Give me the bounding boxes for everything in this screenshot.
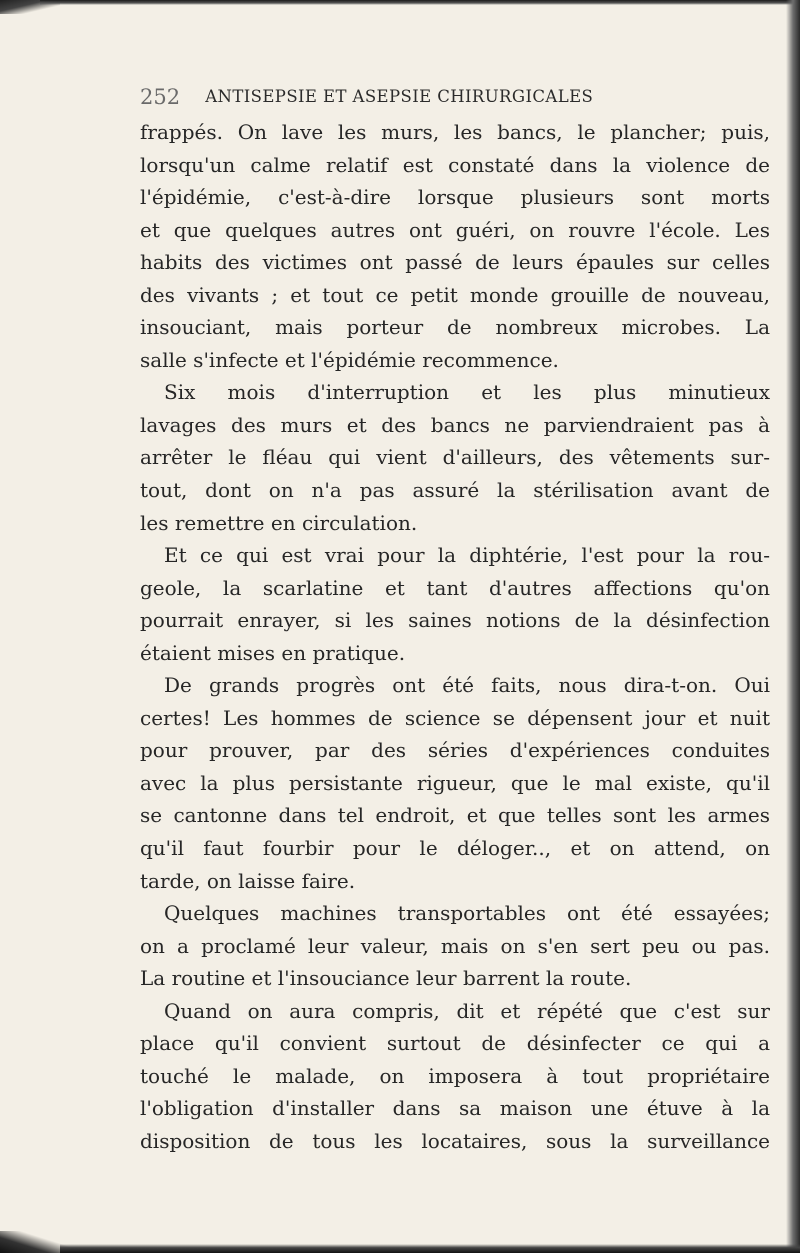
text-line: se cantonne dans tel endroit, et que telles sont les armes [140,803,770,828]
text-line: habits des victimes ont passé de leurs épaules sur celles [140,250,770,275]
text-line: avec la plus persistante rigueur, que le mal existe, qu'il [140,770,770,795]
text-line: qu'il faut fourbir pour le déloger.., et on attend, on [140,836,770,861]
text-line: insouciant, mais porteur de nombreux microbes. La [140,315,770,340]
running-header-title: ANTISEPSIE ET ASEPSIE CHIRURGICALES [205,87,594,106]
scan-edge-shadow [60,1244,800,1253]
text-line: Six mois d'interruption et les plus minutieux [164,380,770,405]
text-line: lavages des murs et des bancs ne parviendraient pas à [140,412,770,437]
text-line: salle s'infecte et l'épidémie recommence. [140,347,559,372]
text-line: étaient mises en pratique. [140,640,406,665]
text-line: geole, la scarlatine et tant d'autres affections qu'on [140,575,770,600]
text-line: certes! Les hommes de science se dépensent jour et nuit [140,705,770,730]
text-line: des vivants ; et tout ce petit monde grouille de nouveau, [140,282,770,307]
text-line: et que quelques autres ont guéri, on rouvre l'école. Les [140,217,770,242]
text-line: lorsqu'un calme relatif est constaté dans la violence de [140,152,770,177]
text-line: touché le malade, on imposera à tout propriétaire [140,1063,770,1088]
text-line: on a proclamé leur valeur, mais on s'en sert peu ou pas. [140,933,770,958]
text-line: disposition de tous les locataires, sous la surveillance [140,1128,770,1153]
text-line: pour prouver, par des séries d'expériences conduites [140,738,770,763]
text-line: pourrait enrayer, si les saines notions de la désinfection [140,608,770,633]
text-line: De grands progrès ont été faits, nous dira-t-on. Oui [164,673,770,698]
text-line: La routine et l'insouciance leur barrent la route. [140,966,632,991]
running-header [140,82,593,112]
text-line: l'obligation d'installer dans sa maison une étuve à la [140,1096,770,1121]
text-line: tarde, on laisse faire. [140,868,356,893]
text-line: Quand on aura compris, dit et répété que c'est sur [164,998,770,1023]
text-line: frappés. On lave les murs, les bancs, le plancher; puis, [140,120,770,144]
scan-edge-shadow [40,0,800,5]
text-line: place qu'il convient surtout de désinfecter ce qui a [140,1031,770,1056]
page-number: 252 [140,85,181,109]
text-line: Quelques machines transportables ont été essayées; [164,901,770,926]
text-line: les remettre en circulation. [140,510,418,535]
scan-edge-shadow [786,0,800,1253]
text-line: Et ce qui est vrai pour la diphtérie, l'est pour la rou- [164,543,770,568]
text-line: arrêter le fléau qui vient d'ailleurs, des vêtements sur- [140,445,770,470]
text-line: l'épidémie, c'est-à-dire lorsque plusieurs sont morts [140,185,770,210]
body-text [140,116,770,1158]
text-line: tout, dont on n'a pas assuré la stérilisation avant de [140,478,770,503]
